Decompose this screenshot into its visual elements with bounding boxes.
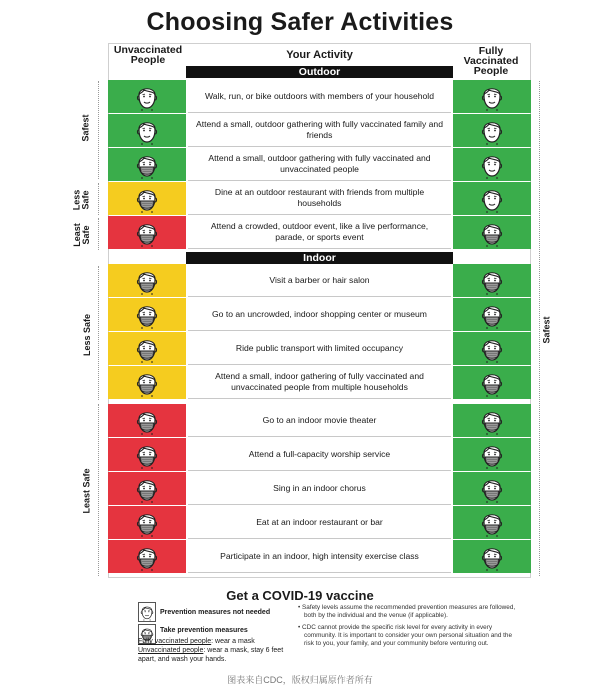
table-row [108,540,531,574]
face-icon [479,151,505,179]
unvaccinated-risk-cell [108,404,186,437]
header-activity: Your Activity [286,49,353,61]
activity-text: Ride public transport with limited occupancy [188,332,451,365]
footnote-1: • Safety levels assume the recommended prevention measures are followed, both by the individual and the venue (if applicable). [298,604,516,619]
table-row [108,366,531,400]
masked-face-icon [134,151,160,179]
activity-text: Participate in an indoor, high intensity exercise class [188,540,451,573]
activity-text: Walk, run, or bike outdoors with members of your household [188,80,451,113]
legend-rules: Fully vaccinated people: wear a mask Unvaccinated people: wear a mask, stay 6 feet apart, and wash your hands. [138,638,284,663]
table-row [108,182,531,216]
vaccinated-risk-cell [453,148,531,181]
unvaccinated-risk-cell [108,506,186,539]
bracket-safest [98,81,99,179]
unvaccinated-risk-cell [108,264,186,297]
footnotes [298,604,523,652]
masked-face-icon [479,369,505,397]
side-label-least-safe-indoor: Least Safe [81,468,92,514]
table-row [108,80,531,114]
table-row [108,148,531,182]
masked-face-icon [134,441,160,469]
vaccinated-risk-cell [453,114,531,147]
vaccinated-risk-cell [453,540,531,573]
face-icon [479,83,505,111]
face-icon [479,117,505,145]
activity-table [108,64,531,578]
masked-face-icon [134,407,160,435]
masked-face-icon [479,543,505,571]
vaccinated-risk-cell [453,332,531,365]
unvaccinated-risk-cell [108,366,186,399]
section-indoor: Indoor [186,252,453,264]
vaccine-heading: Get a COVID-19 vaccine [226,588,374,603]
masked-face-icon [134,335,160,363]
masked-face-icon [479,219,505,247]
unvaccinated-risk-cell [108,182,186,215]
vaccinated-risk-cell [453,506,531,539]
face-icon [134,83,160,111]
side-label-safest-right: Safest [541,316,552,344]
activity-text: Visit a barber or hair salon [188,264,451,297]
table-row [108,298,531,332]
table-row [108,472,531,506]
masked-face-icon [479,301,505,329]
masked-face-icon [479,407,505,435]
activity-text: Attend a small, outdoor gathering with fully vaccinated family and friends [188,114,451,147]
footnote-2: • CDC cannot provide the specific risk level for every activity in every community. It is important to consider your own personal situation and the risk to you, your family, and your community before venturing out. [298,624,513,647]
table-row [108,264,531,298]
bracket-less-safe-indoor [98,266,99,400]
table-row [108,506,531,540]
masked-face-icon [134,543,160,571]
masked-face-icon [479,475,505,503]
image-caption: 图表来自CDC，版权归属原作者所有 [227,675,373,685]
legend-face-no-mask [138,602,156,622]
activity-text: Sing in an indoor chorus [188,472,451,505]
unvaccinated-risk-cell [108,332,186,365]
masked-face-icon [134,219,160,247]
vaccinated-risk-cell [453,216,531,249]
table-row [108,332,531,366]
vaccinated-risk-cell [453,80,531,113]
section-outdoor: Outdoor [186,66,453,78]
masked-face-icon [134,369,160,397]
masked-face-icon [479,441,505,469]
masked-face-icon [134,475,160,503]
table-row [108,404,531,438]
unvaccinated-risk-cell [108,114,186,147]
table-row [108,438,531,472]
unvaccinated-risk-cell [108,148,186,181]
bracket-less-safe-outdoor [98,183,99,215]
table-row [108,216,531,250]
bracket-least-safe-indoor [98,404,99,576]
activity-text: Eat at an indoor restaurant or bar [188,506,451,539]
masked-face-icon [479,335,505,363]
vaccinated-risk-cell [453,472,531,505]
unvaccinated-risk-cell [108,438,186,471]
activity-text: Dine at an outdoor restaurant with friends from multiple households [188,182,451,215]
page-title: Choosing Safer Activities [146,8,454,36]
header-vaccinated: Fully Vaccinated People [463,45,519,77]
activity-text: Go to an uncrowded, indoor shopping center or museum [188,298,451,331]
masked-face-icon [134,301,160,329]
unvaccinated-risk-cell [108,472,186,505]
vaccinated-risk-cell [453,298,531,331]
face-icon [134,117,160,145]
side-label-safest: Safest [80,114,91,142]
side-label-less-safe-indoor: Less Safe [82,313,93,357]
unvaccinated-risk-cell [108,80,186,113]
vaccinated-risk-cell [453,366,531,399]
bracket-least-safe-outdoor [98,218,99,250]
vaccinated-risk-cell [453,264,531,297]
masked-face-icon [134,509,160,537]
table-row [108,114,531,148]
unvaccinated-risk-cell [108,216,186,249]
masked-face-icon [134,185,160,213]
vaccinated-risk-cell [453,182,531,215]
masked-face-icon [134,267,160,295]
activity-text: Attend a small, indoor gathering of fully vaccinated and unvaccinated people from multiple households [188,366,451,399]
header-unvaccinated: Unvaccinated People [113,44,183,66]
unvaccinated-risk-cell [108,298,186,331]
activity-text: Go to an indoor movie theater [188,404,451,437]
side-label-least-safe-outdoor: Least Safe [71,223,91,247]
legend-take-measures: Take prevention measures [160,627,248,634]
face-icon [479,185,505,213]
activity-text: Attend a full-capacity worship service [188,438,451,471]
masked-face-icon [479,509,505,537]
vaccinated-risk-cell [453,404,531,437]
activity-text: Attend a crowded, outdoor event, like a live performance, parade, or sports event [188,216,451,249]
vaccinated-risk-cell [453,438,531,471]
side-label-less-safe-outdoor: Less Safe [71,189,91,211]
bracket-safest-right [539,81,540,576]
masked-face-icon [479,267,505,295]
activity-text: Attend a small, outdoor gathering with fully vaccinated and unvaccinated people [188,148,451,181]
legend-no-measures: Prevention measures not needed [160,609,271,616]
unvaccinated-risk-cell [108,540,186,573]
